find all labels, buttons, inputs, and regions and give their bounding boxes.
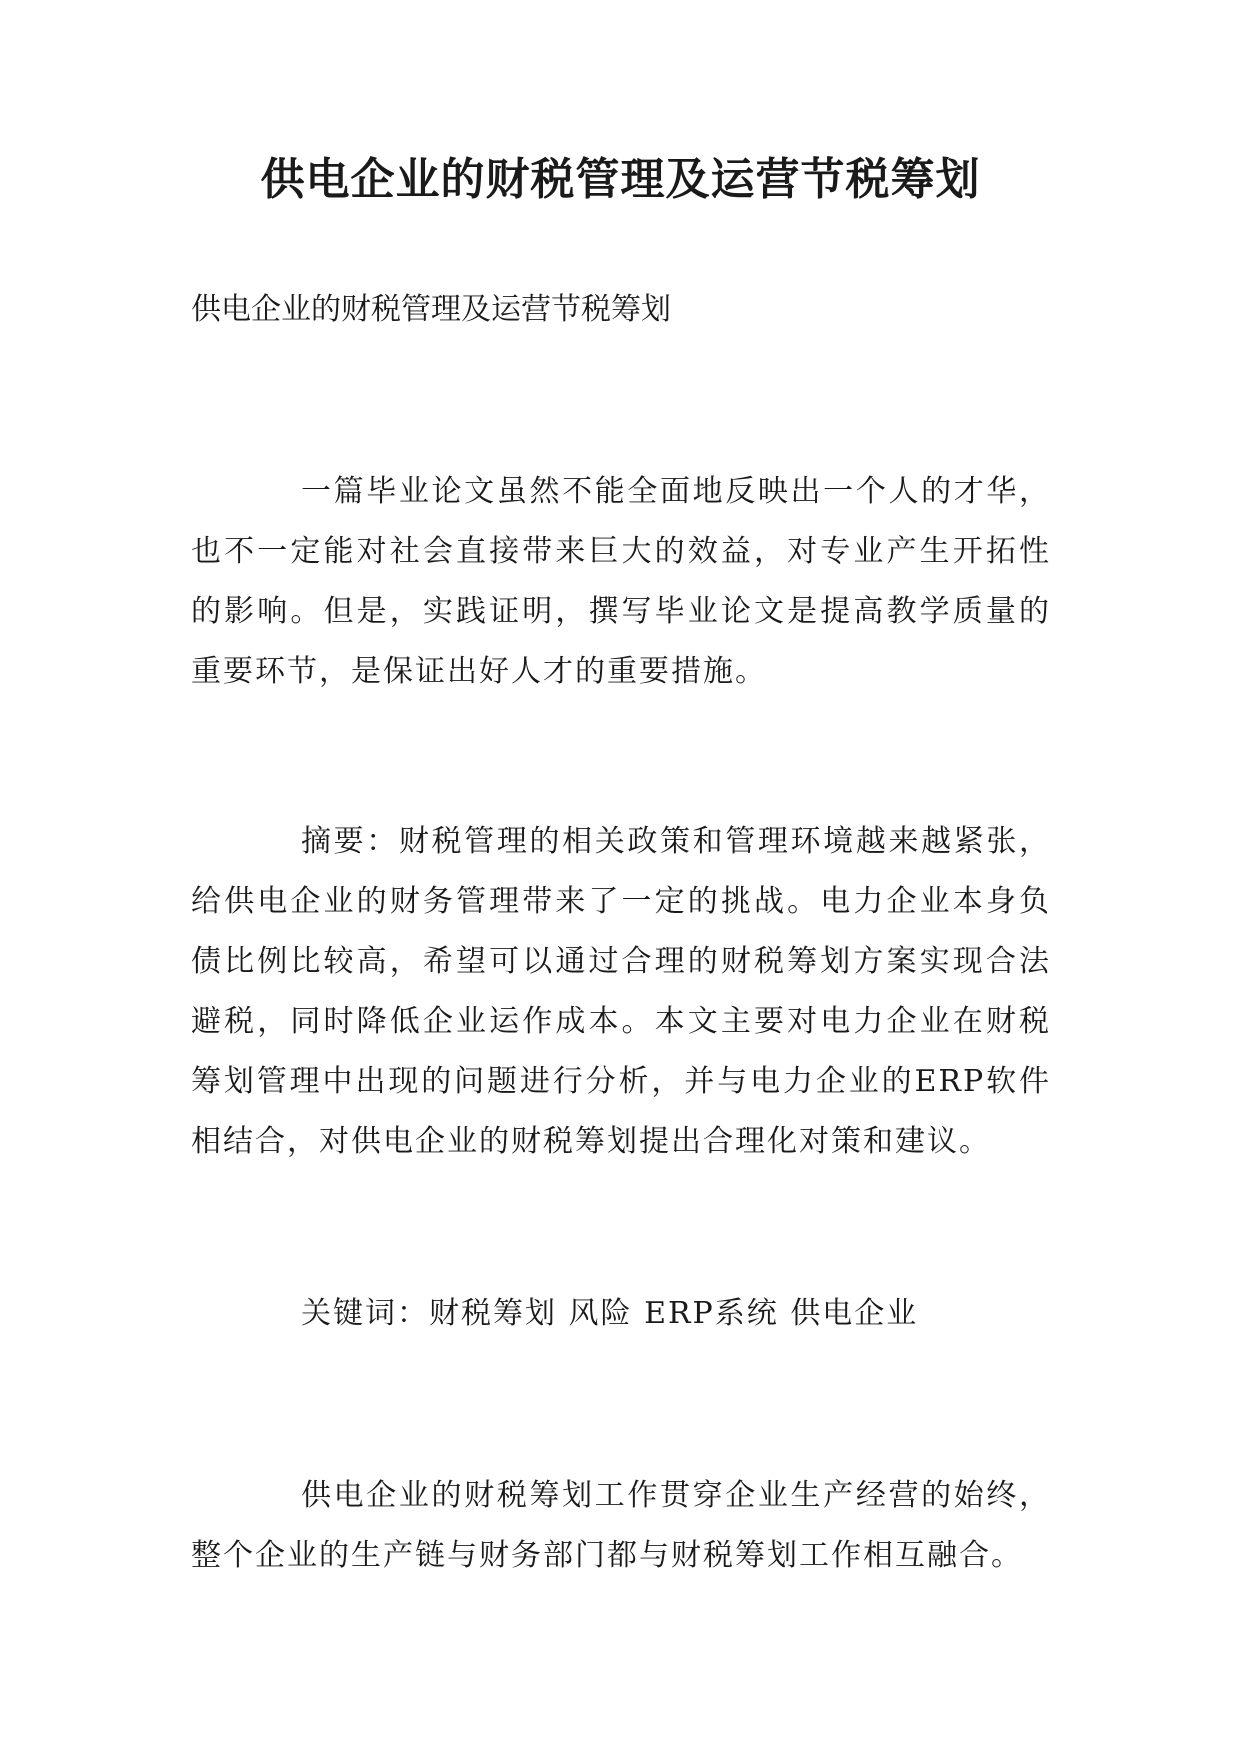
document-title: 供电企业的财税管理及运营节税筹划 xyxy=(260,154,981,205)
abstract-paragraph: 摘要：财税管理的相关政策和管理环境越来越紧张，给供电企业的财务管理带来了一定的挑战。电力企业本身负债比例比较高，希望可以通过合理的财税筹划方案实现合法避税，同时降低企业运作成本。本文主要对电力企业在财税筹划管理中出现的问题进行分析，并与电力企业的ERP软件相结合，对供电企业的财税筹划提出合理化对策和建议。 xyxy=(191,824,1051,1159)
intro-paragraph: 一篇毕业论文虽然不能全面地反映出一个人的才华，也不一定能对社会直接带来巨大的效益，对专业产生开拓性的影响。但是，实践证明，撰写毕业论文是提高教学质量的重要环节，是保证出好人才的重要措施。 xyxy=(191,474,1051,689)
document-subtitle: 供电企业的财税管理及运营节税筹划 xyxy=(191,292,671,327)
keywords-paragraph: 关键词：财税筹划 风险 ERP系统 供电企业 xyxy=(301,1296,919,1331)
body-paragraph: 供电企业的财税筹划工作贯穿企业生产经营的始终，整个企业的生产链与财务部门都与财税筹划工作相互融合。 xyxy=(191,1478,1051,1573)
